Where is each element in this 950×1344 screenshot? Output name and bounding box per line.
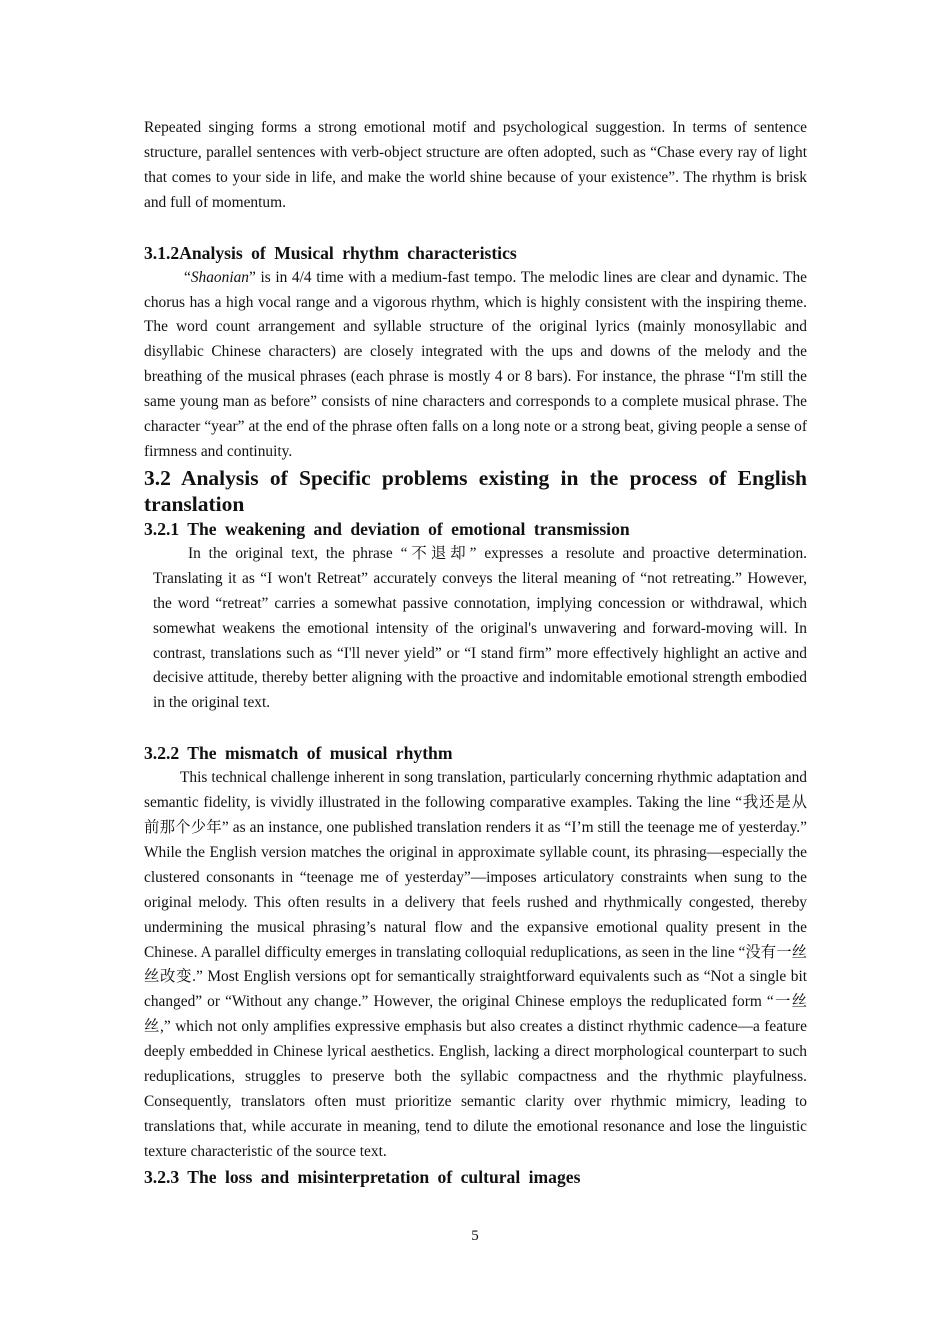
song-title: Shaonian (190, 268, 249, 286)
open-quote: “ (184, 268, 191, 286)
spacer (144, 716, 807, 741)
paragraph-3-2-1: In the original text, the phrase “不退却” expresses a resolute and proactive determination. Translating it as “I won't Retreat” accurately conveys the literal meaning of “not retreating.” However, the word “retreat” carries a somewhat passive connotation, implying concession or withdrawal, which somewhat weakens the emotional intensity of the original's unwavering and forward-moving will. In contrast, translations such as “I'll never yield” or “I stand firm” more effectively highlight an active and decisive attitude, thereby better aligning with the proactive and indomitable emotional strength embodied in the original text. (153, 544, 807, 712)
page-body (144, 116, 807, 1190)
paragraph-3-1-2-text: ” is in 4/4 time with a medium-fast tempo. The melodic lines are clear and dynamic. The chorus has a high vocal range and a vigorous rhythm, which is highly consistent with the inspiring theme. The word count arrangement and syllable structure of the original lyrics (mainly monosyllabic and disyllabic Chinese characters) are closely integrated with the ups and downs of the melody and the breathing of the musical phrases (each phrase is mostly 4 or 8 bars). For instance, the phrase “I'm still the same young man as before” consists of nine characters and corresponds to a complete musical phrase. The character “year” at the end of the phrase often falls on a long note or a strong beat, giving people a sense of firmness and continuity. (144, 268, 807, 460)
spacer (144, 216, 807, 241)
paragraph-3-2-2: This technical challenge inherent in song translation, particularly concerning rhythmic adaptation and semantic fidelity, is vividly illustrated in the following comparative examples. Taking the line “我还是从前那个少年” as an instance, one published translation renders it as “I’m still the teenage me of yesterday.” While the English version matches the original in approximate syllable count, its phrasing—especially the clustered consonants in “teenage me of yesterday”—imposes articulatory constraints when sung to the original melody. This often results in a delivery that feels rushed and rhythmically congested, thereby undermining the musical phrasing’s natural flow and the expansive emotional quality present in the Chinese. A parallel difficulty emerges in translating colloquial reduplications, as seen in the line “没有一丝丝改变.” Most English versions opt for semantically straightforward equivalents such as “Not a single bit changed” or “Without any change.” However, the original Chinese employs the reduplicated form “一丝丝,” which not only amplifies expressive emphasis but also creates a distinct rhythmic cadence—a feature deeply embedded in Chinese lyrical aesthetics. English, lacking a direct morphological counterpart to such reduplications, struggles to preserve both the syllabic compactness and the rhythmic playfulness. Consequently, translators often must prioritize semantic clarity over rhythmic mimicry, leading to translations that, while accurate in meaning, tend to dilute the emotional resonance and lose the linguistic texture characteristic of the source text. (144, 769, 807, 1160)
heading-3-2-2: 3.2.2 The mismatch of musical rhythm (144, 743, 453, 764)
heading-3-2-1: 3.2.1 The weakening and deviation of emotional transmission (144, 518, 630, 539)
paragraph-intro: Repeated singing forms a strong emotional motif and psychological suggestion. In terms of sentence structure, parallel sentences with verb-object structure are often adopted, such as “Chase every ray of light that comes to your side in life, and make the world shine because of your existence”. The rhythm is brisk and full of momentum. (144, 119, 807, 211)
paragraph-3-2-1-block (144, 542, 807, 716)
page-number: 5 (471, 1228, 479, 1244)
heading-3-2-3: 3.2.3 The loss and misinterpretation of cultural images (144, 1166, 581, 1187)
heading-3-1-2: 3.1.2Analysis of Musical rhythm characteristics (144, 242, 517, 263)
paragraph-3-1-2 (144, 266, 807, 465)
heading-3-2: 3.2 Analysis of Specific problems existing in the process of English translation (144, 465, 807, 516)
